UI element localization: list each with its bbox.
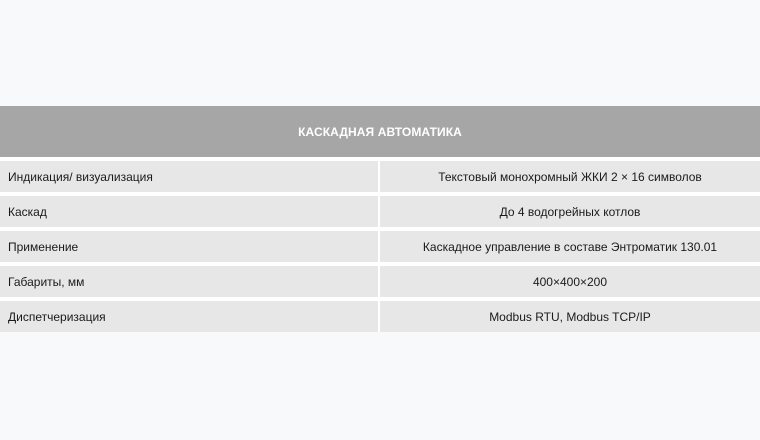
row-value: До 4 водогрейных котлов (380, 196, 760, 231)
row-label: Индикация/ визуализация (0, 161, 380, 196)
table-row (0, 161, 760, 196)
table-header-row (0, 106, 760, 161)
row-value: Modbus RTU, Modbus TCP/IP (380, 301, 760, 332)
table-row (0, 266, 760, 301)
row-label: Габариты, мм (0, 266, 380, 301)
spec-table (0, 106, 760, 332)
row-label: Применение (0, 231, 380, 266)
table-row (0, 231, 760, 266)
row-value: Каскадное управление в составе Энтроматик 130.01 (380, 231, 760, 266)
table-row (0, 196, 760, 231)
row-value: 400×400×200 (380, 266, 760, 301)
table-row (0, 301, 760, 332)
row-label: Каскад (0, 196, 380, 231)
row-value: Текстовый монохромный ЖКИ 2 × 16 символов (380, 161, 760, 196)
table-title: КАСКАДНАЯ АВТОМАТИКА (0, 106, 760, 161)
row-label: Диспетчеризация (0, 301, 380, 332)
